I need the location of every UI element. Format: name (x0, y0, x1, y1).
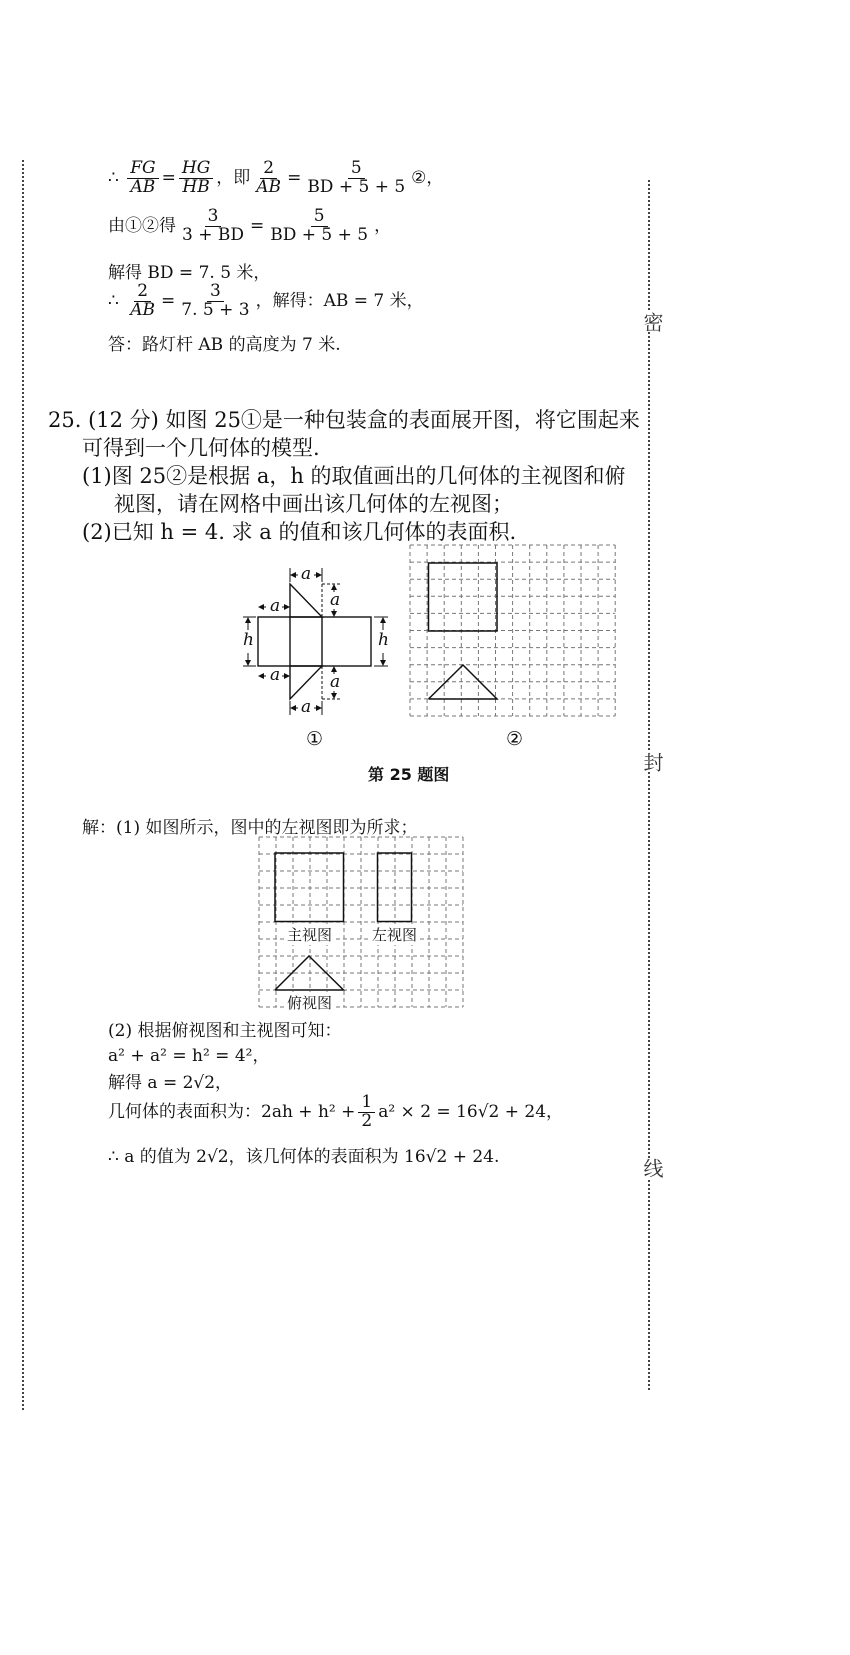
solution-grid-figure (258, 836, 464, 1008)
sol25-final: ∴ a 的值为 2√2，该几何体的表面积为 16√2 + 24. (108, 1147, 500, 1167)
q25-line5: (2)已知 h = 4. 求 a 的值和该几何体的表面积. (82, 520, 517, 544)
left-margin-line (22, 160, 24, 1410)
sol24-line2: 由①②得 $\frac{3}{3 + BD}$ = $\frac{5}{BD + 5 + 5}$ ， (108, 206, 392, 245)
sol25-eq2: 解得 a = 2√2， (108, 1073, 233, 1093)
net-label-a-top: a (301, 564, 312, 584)
sol24-line3: 解得 BD = 7. 5 米， (108, 263, 271, 283)
margin-label-mi: 密 (638, 312, 667, 332)
q25-line3: (1)图 25②是根据 a，h 的取值画出的几何体的主视图和俯 (82, 464, 626, 488)
net-label-a-right-bottom: a (330, 672, 341, 692)
sol24-line1: ∴ $\frac{FG}{AB}$ = $\frac{HG}{HB}$ ，即 $\frac{2}{AB}$ = $\frac{5}{BD + 5 + 5}$ ②， (108, 158, 444, 197)
margin-label-xian: 线 (638, 1158, 667, 1178)
label-left-view: 左视图 (372, 926, 418, 944)
sol25-part1: 解：(1) 如图所示，图中的左视图即为所求； (82, 818, 418, 838)
net-figure (236, 560, 396, 720)
sol25-area: 几何体的表面积为：2ah + h² + $\frac{1}{2}$ a² × 2 = 16√2 + 24， (108, 1092, 564, 1131)
figure-caption: 第 25 题图 (368, 765, 450, 784)
label-front-view: 主视图 (287, 926, 333, 944)
net-label-h-left: h (243, 630, 254, 650)
net-label-a-bottom: a (301, 697, 312, 717)
fig2-label: ② (506, 728, 524, 750)
q25-line2: 可得到一个几何体的模型. (82, 436, 320, 460)
net-label-a-right-top: a (330, 590, 341, 610)
sol25-part2: (2) 根据俯视图和主视图可知： (108, 1021, 342, 1041)
margin-label-feng: 封 (638, 752, 667, 772)
right-margin-line (648, 180, 650, 1390)
q25-line1: 25. (12 分) 如图 25①是一种包装盒的表面展开图，将它围起来 (48, 408, 640, 432)
q25-line4: 视图，请在网格中画出该几何体的左视图； (114, 492, 513, 516)
sol24-answer: 答：路灯杆 AB 的高度为 7 米. (108, 335, 341, 355)
sol25-eq1: a² + a² = h² = 4²， (108, 1046, 270, 1066)
grid-figure (409, 544, 617, 718)
fig1-label: ① (306, 728, 324, 750)
net-label-h-right: h (378, 630, 389, 650)
sol24-line4: ∴ $\frac{2}{AB}$ = $\frac{3}{7. 5 + 3}$ ，解得：AB = 7 米， (108, 281, 424, 320)
net-label-a-left-top: a (270, 596, 281, 616)
net-label-a-left-bottom: a (270, 665, 281, 685)
label-top-view: 俯视图 (287, 994, 333, 1012)
